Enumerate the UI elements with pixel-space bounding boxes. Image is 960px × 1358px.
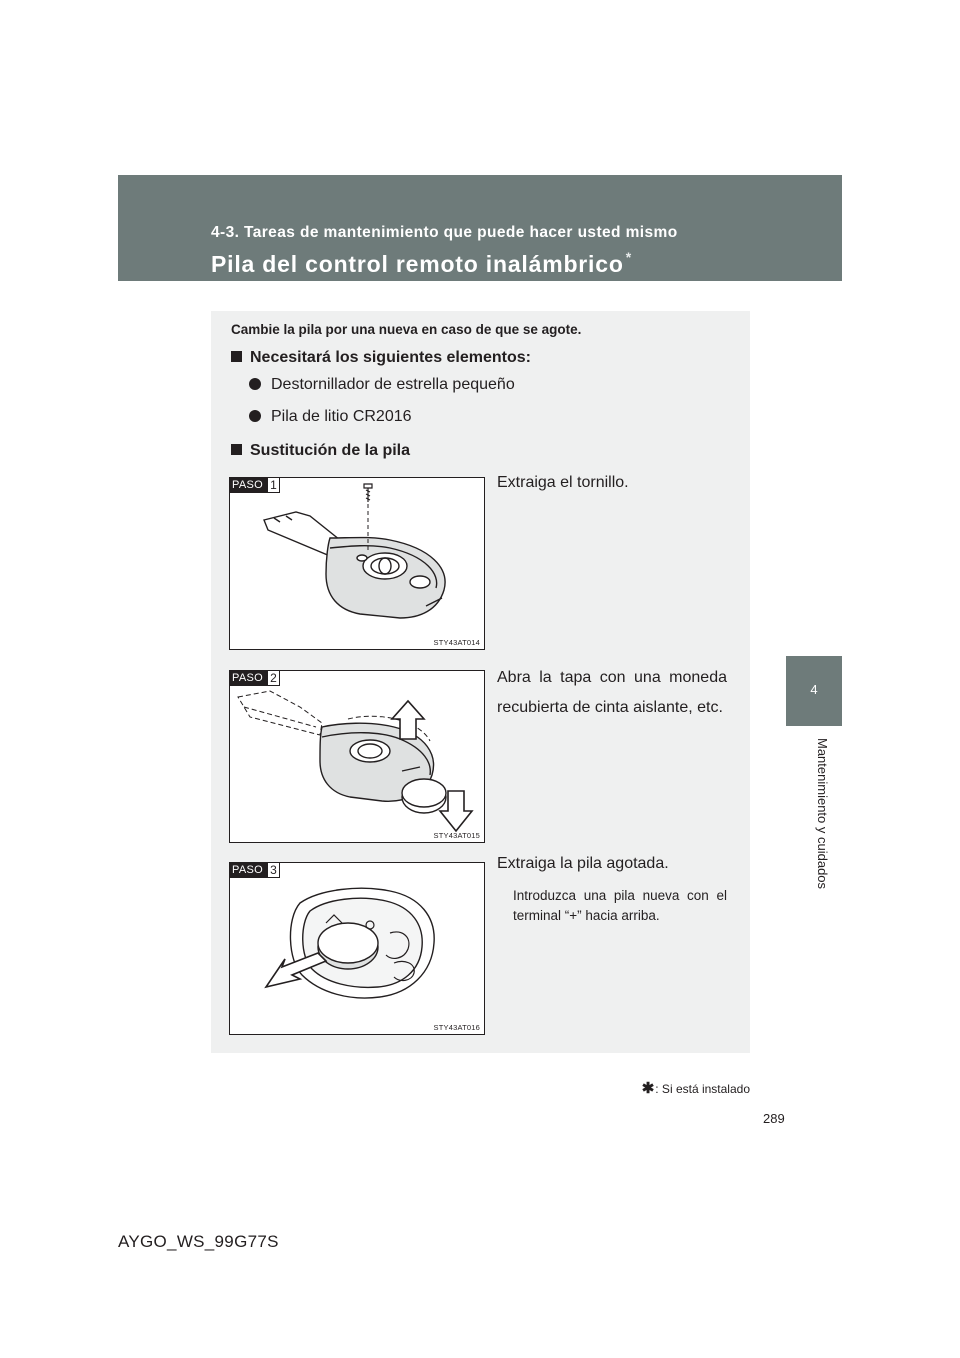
section-title: 4-3. Tareas de mantenimiento que puede hacer usted mismo (211, 224, 678, 241)
step-2-text: Abra la tapa con una moneda recubierta de cinta aislante, etc. (497, 669, 727, 716)
list-item (249, 408, 412, 426)
chapter-tab (786, 656, 842, 726)
document-id: AYGO_WS_99G77S (118, 1232, 279, 1251)
square-bullet-icon (231, 351, 242, 362)
page-title-text: Pila del control remoto inalámbrico (211, 251, 624, 277)
round-bullet-icon (249, 378, 261, 390)
step-3-figure (229, 862, 485, 1035)
title-asterisk: * (625, 249, 632, 265)
step-3-text: Extraiga la pila agotada. (497, 855, 669, 872)
replacement-heading (231, 442, 410, 460)
figure-code: STY43AT014 (433, 638, 480, 647)
footnote-text: : Si está instalado (655, 1082, 750, 1096)
key-screw-illustration (230, 478, 484, 649)
page-title (211, 251, 632, 278)
battery-removal-illustration (230, 863, 484, 1034)
figure-code: STY43AT016 (433, 1023, 480, 1032)
asterisk-icon: ✱ (641, 1080, 655, 1097)
footnote (642, 1079, 750, 1097)
step-badge-number: 2 (267, 670, 280, 686)
step-1-text: Extraiga el tornillo. (497, 474, 629, 491)
figure-code: STY43AT015 (433, 831, 480, 840)
step-2-figure (229, 670, 485, 843)
step-1-figure (229, 477, 485, 650)
key-open-illustration (230, 671, 484, 842)
step-badge-label: PASO (229, 477, 267, 493)
chapter-label (812, 738, 832, 918)
step-badge-number: 1 (267, 477, 280, 493)
list-item-text: Destornillador de estrella pequeño (271, 376, 515, 393)
replacement-heading-text: Sustitución de la pila (250, 442, 411, 459)
step-badge-label: PASO (229, 670, 267, 686)
needs-heading (231, 349, 531, 367)
intro-text: Cambie la pila por una nueva en caso de que se agote. (231, 322, 582, 337)
chapter-number: 4 (810, 682, 818, 697)
list-item (249, 376, 515, 394)
step-badge-label: PASO (229, 862, 267, 878)
chapter-label-text: Mantenimiento y cuidados (815, 738, 830, 890)
step-badge-number: 3 (267, 862, 280, 878)
round-bullet-icon (249, 410, 261, 422)
step-3-note: Introduzca una pila nueva con el terminal “+” hacia arriba. (513, 888, 727, 923)
list-item-text: Pila de litio CR2016 (271, 408, 412, 425)
square-bullet-icon (231, 444, 242, 455)
needs-heading-text: Necesitará los siguientes elementos: (250, 349, 531, 366)
page-number: 289 (763, 1111, 785, 1126)
